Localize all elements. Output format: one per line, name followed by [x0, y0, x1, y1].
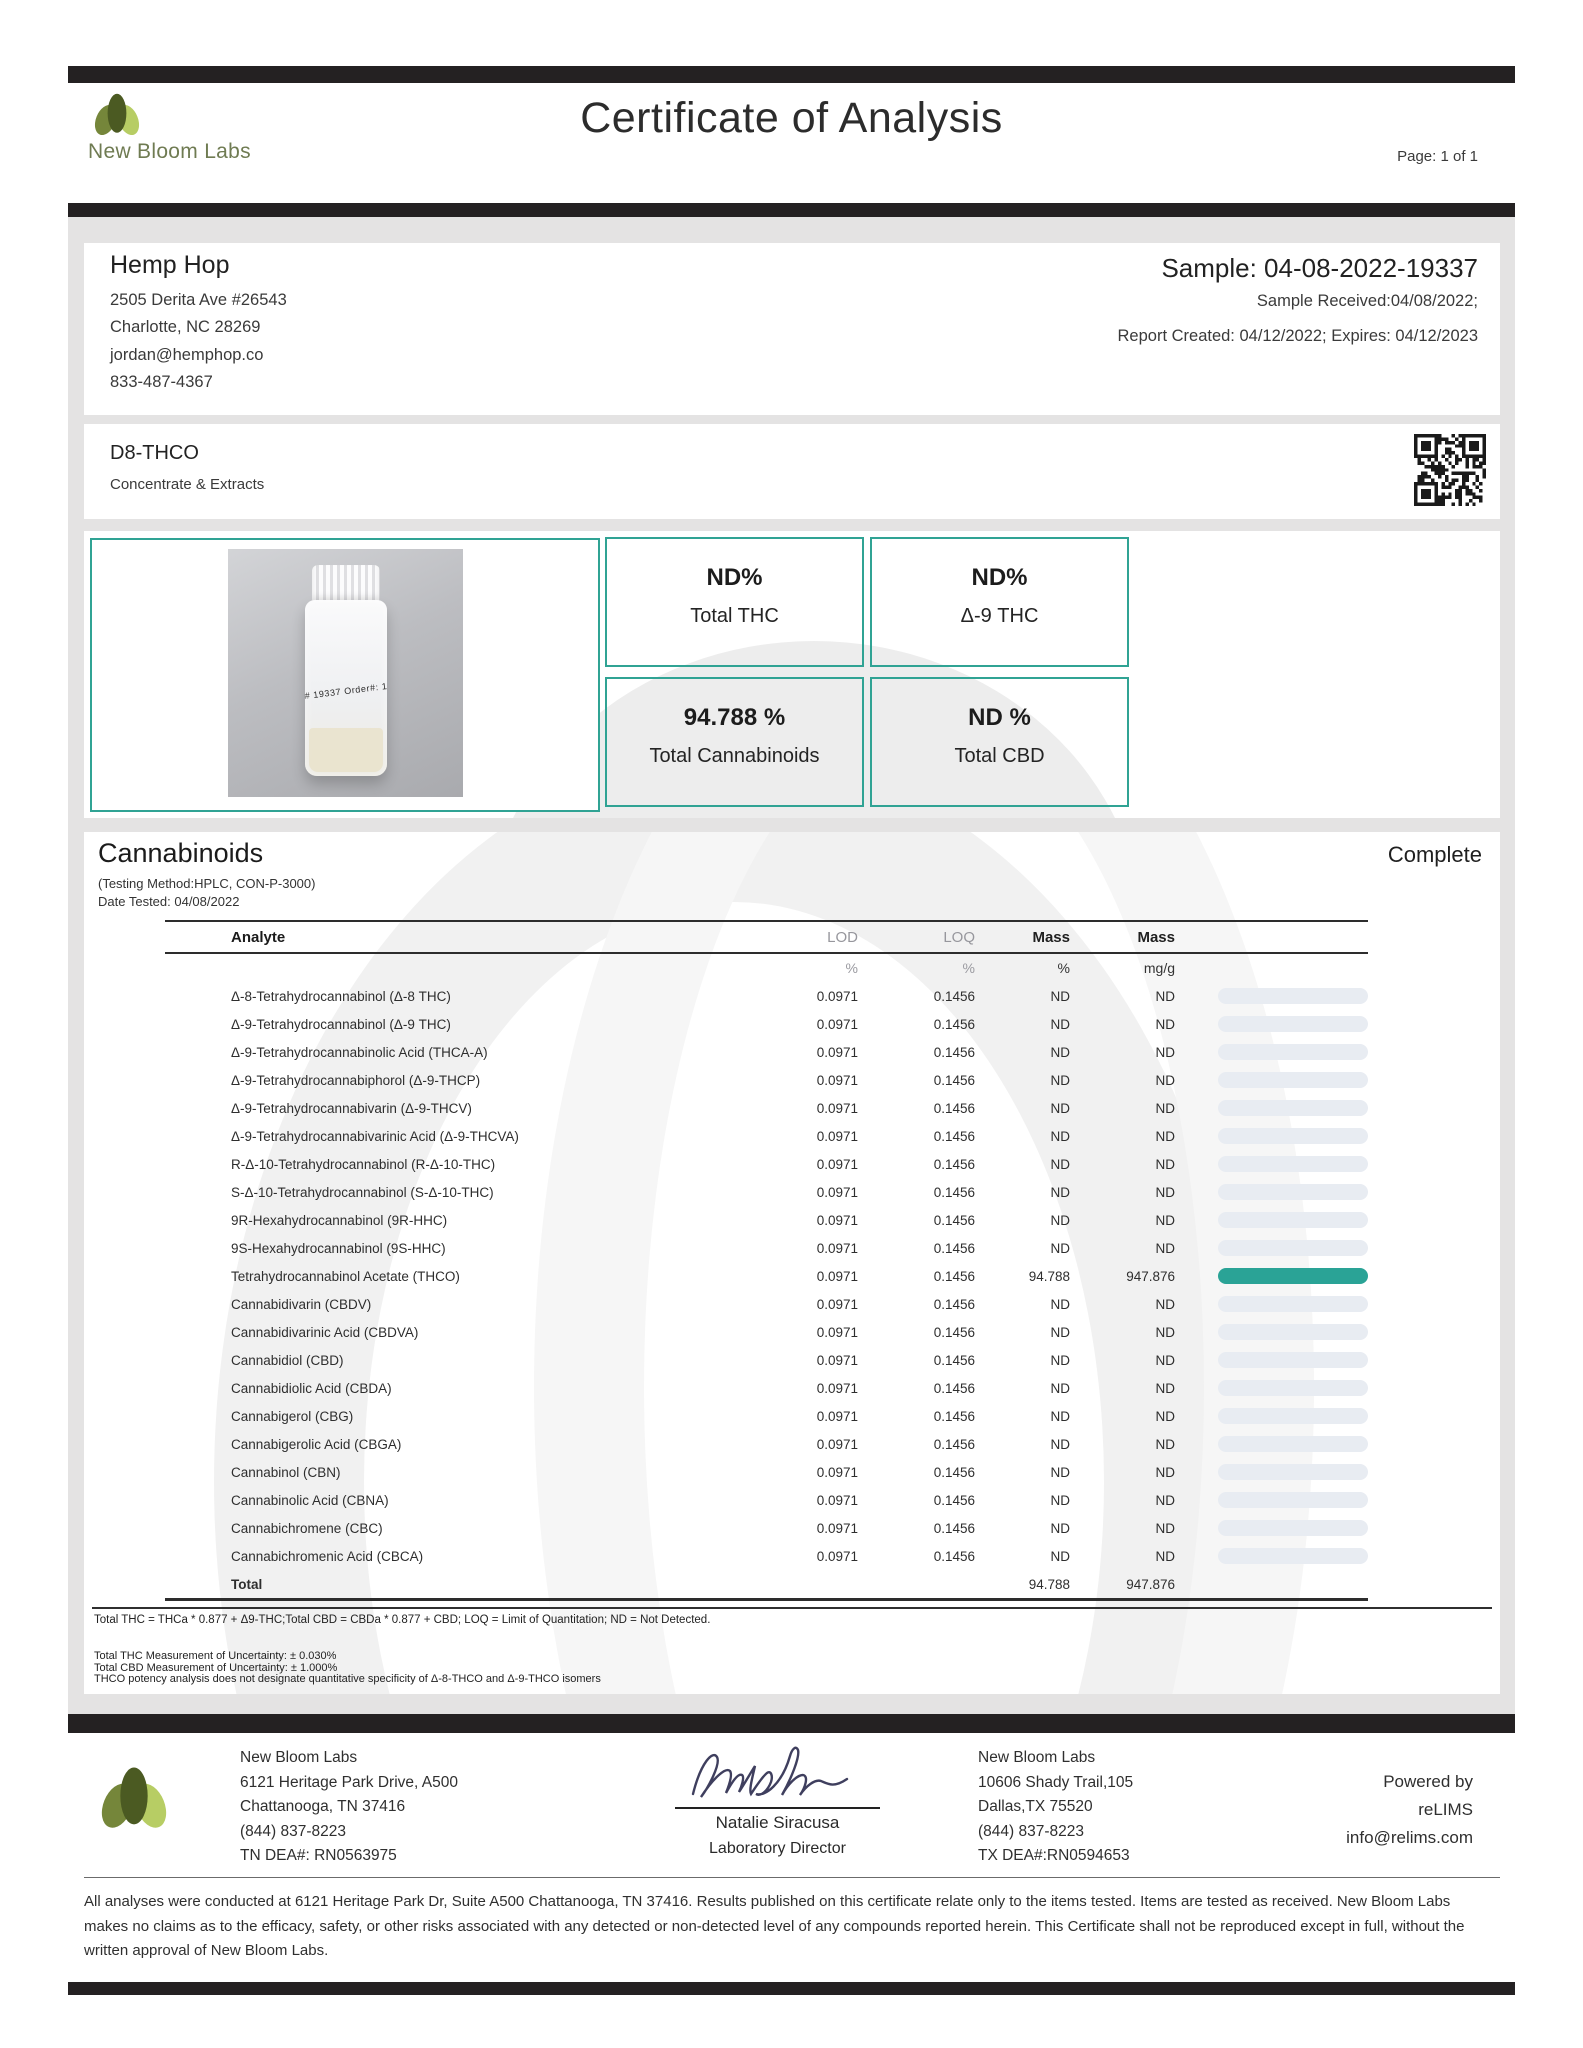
page-number: Page: 1 of 1 — [1397, 148, 1478, 165]
mass-mgg-value: ND — [1155, 1492, 1175, 1508]
mass-bar-nd — [1218, 1380, 1368, 1396]
loq-value: 0.1456 — [933, 1240, 975, 1256]
customer-address-line: 2505 Derita Ave #26543 — [110, 291, 287, 309]
loq-value: 0.1456 — [933, 1324, 975, 1340]
lod-value: 0.0971 — [816, 1016, 858, 1032]
loq-value: 0.1456 — [933, 1184, 975, 1200]
customer-address — [110, 287, 287, 396]
table-row — [165, 982, 1368, 1010]
mass-mgg-value: ND — [1155, 1016, 1175, 1032]
mass-mgg-value: ND — [1155, 1072, 1175, 1088]
mass-bar-nd — [1218, 1156, 1368, 1172]
signature-image — [685, 1795, 870, 1812]
customer-email: jordan@hemphop.co — [110, 345, 264, 364]
lod-value: 0.0971 — [816, 1436, 858, 1452]
lod-value: 0.0971 — [816, 1100, 858, 1116]
bottle-liquid — [309, 728, 383, 772]
mass-bar-nd — [1218, 1296, 1368, 1312]
mass-pct-value: ND — [1050, 1016, 1070, 1032]
mass-bar-nd — [1218, 1464, 1368, 1480]
sample-received-date: Sample Received:04/08/2022; — [1256, 292, 1478, 310]
table-row — [165, 1234, 1368, 1262]
mass-mgg-value: ND — [1155, 1436, 1175, 1452]
mass-bar-nd — [1218, 1044, 1368, 1060]
table-row — [165, 1486, 1368, 1514]
table-row — [165, 1178, 1368, 1206]
mass-bar-nd — [1218, 1408, 1368, 1424]
mass-pct-value: ND — [1050, 1408, 1070, 1424]
mass-pct-value: ND — [1050, 1240, 1070, 1256]
mass-bar-nd — [1218, 988, 1368, 1004]
mass-mgg-value: ND — [1155, 1324, 1175, 1340]
mass-bar-nd — [1218, 1184, 1368, 1200]
summary-label: Δ-9 THC — [960, 605, 1039, 627]
qr-code — [1414, 434, 1486, 506]
mass-mgg-value: ND — [1155, 1548, 1175, 1564]
loq-value: 0.1456 — [933, 1520, 975, 1536]
table-row — [165, 1542, 1368, 1570]
lod-value: 0.0971 — [816, 1212, 858, 1228]
loq-value: 0.1456 — [933, 1464, 975, 1480]
loq-value: 0.1456 — [933, 1548, 975, 1564]
analyte-name: Cannabigerolic Acid (CBGA) — [231, 1436, 402, 1452]
bottle-label-text: # 19337 Order#: 1 — [303, 680, 388, 702]
table-row — [165, 1066, 1368, 1094]
loq-value: 0.1456 — [933, 1044, 975, 1060]
lod-value: 0.0971 — [816, 988, 858, 1004]
mass-bar-nd — [1218, 1212, 1368, 1228]
footer-divider-bar — [68, 1714, 1515, 1733]
mass-pct-value: ND — [1050, 1464, 1070, 1480]
footer-lab-phone: (844) 837-8223 — [240, 1822, 346, 1840]
relims-name: reLIMS — [1418, 1800, 1473, 1819]
report-dates: Report Created: 04/12/2022; Expires: 04/12/2023 — [1117, 327, 1478, 345]
footer-lab-address: 6121 Heritage Park Drive, A500 — [240, 1773, 458, 1791]
mass-pct-value: ND — [1050, 1184, 1070, 1200]
mass-mgg-value: ND — [1155, 1408, 1175, 1424]
analyte-name: Cannabidiol (CBD) — [231, 1352, 344, 1368]
top-divider-bar — [68, 66, 1515, 83]
table-row — [165, 1514, 1368, 1542]
table-total-row — [165, 1570, 1368, 1601]
mass-mgg-value: ND — [1155, 1520, 1175, 1536]
loq-value: 0.1456 — [933, 1100, 975, 1116]
product-category: Concentrate & Extracts — [110, 476, 265, 493]
analyte-name: S-Δ-10-Tetrahydrocannabinol (S-Δ-10-THC) — [231, 1184, 494, 1200]
analyte-name: R-Δ-10-Tetrahydrocannabinol (R-Δ-10-THC) — [231, 1156, 496, 1172]
signatory-name: Natalie Siracusa — [715, 1813, 840, 1832]
footer-lab-address: 10606 Shady Trail,105 — [978, 1773, 1134, 1791]
section-title: Cannabinoids — [98, 838, 264, 868]
unit-mass-mgg: mg/g — [1143, 960, 1175, 976]
lod-value: 0.0971 — [816, 1128, 858, 1144]
footer-logo-icon — [92, 1762, 176, 1832]
customer-sample-card — [84, 243, 1500, 415]
mass-mgg-value: ND — [1155, 1464, 1175, 1480]
mass-bar-nd — [1218, 1492, 1368, 1508]
mass-mgg-value: ND — [1155, 1240, 1175, 1256]
note-line: Total CBD Measurement of Uncertainty: ± 1.000% — [94, 1661, 338, 1674]
mass-pct-value: ND — [1050, 1352, 1070, 1368]
table-row — [165, 1122, 1368, 1150]
mass-pct-value: 94.788 — [1028, 1268, 1070, 1284]
lod-value: 0.0971 — [816, 1268, 858, 1284]
loq-value: 0.1456 — [933, 1212, 975, 1228]
analyte-name: Cannabinolic Acid (CBNA) — [231, 1492, 389, 1508]
analyte-name: Δ-9-Tetrahydrocannabivarinic Acid (Δ-9-THCVA) — [231, 1128, 519, 1144]
analyte-name: Cannabigerol (CBG) — [231, 1408, 354, 1424]
summary-label: Total Cannabinoids — [649, 745, 820, 767]
table-row — [165, 1262, 1368, 1290]
mass-pct-value: ND — [1050, 1128, 1070, 1144]
loq-value: 0.1456 — [933, 1352, 975, 1368]
analyte-name: Cannabichromenic Acid (CBCA) — [231, 1548, 424, 1564]
powered-by-block — [1346, 1768, 1473, 1852]
analyte-name: Cannabichromene (CBC) — [231, 1520, 383, 1536]
analyte-name: Δ-8-Tetrahydrocannabinol (Δ-8 THC) — [231, 988, 451, 1004]
summary-label: Total THC — [690, 605, 779, 627]
lod-value: 0.0971 — [816, 1380, 858, 1396]
mass-pct-value: ND — [1050, 1212, 1070, 1228]
mass-mgg-value: ND — [1155, 1212, 1175, 1228]
mass-pct-value: ND — [1050, 1520, 1070, 1536]
lod-value: 0.0971 — [816, 1072, 858, 1088]
mass-pct-value: ND — [1050, 1436, 1070, 1452]
table-row — [165, 1010, 1368, 1038]
total-label: Total — [231, 1576, 263, 1592]
footer-lab-dea: TN DEA#: RN0563975 — [240, 1847, 397, 1864]
customer-phone: 833-487-4367 — [110, 372, 213, 391]
lod-value: 0.0971 — [816, 1492, 858, 1508]
footer-lab-address: Dallas,TX 75520 — [978, 1798, 1093, 1815]
cannabinoids-table — [165, 920, 1368, 1601]
lod-value: 0.0971 — [816, 1296, 858, 1312]
lod-value: 0.0971 — [816, 1408, 858, 1424]
table-row — [165, 1458, 1368, 1486]
customer-name: Hemp Hop — [110, 251, 230, 279]
lod-value: 0.0971 — [816, 1520, 858, 1536]
summary-box-d9-thc — [870, 537, 1129, 667]
lod-value: 0.0971 — [816, 1548, 858, 1564]
mass-bar-detected — [1218, 1268, 1368, 1284]
sample-bottle-image — [303, 565, 389, 776]
loq-value: 0.1456 — [933, 1492, 975, 1508]
summary-value: ND% — [706, 564, 763, 591]
unit-lod: % — [845, 960, 858, 976]
sample-id: Sample: 04-08-2022-19337 — [1161, 253, 1478, 283]
mass-bar-nd — [1218, 1128, 1368, 1144]
mass-mgg-value: ND — [1155, 1184, 1175, 1200]
mass-pct-value: ND — [1050, 1044, 1070, 1060]
unit-mass-pct: % — [1057, 960, 1070, 976]
lod-value: 0.0971 — [816, 1240, 858, 1256]
lod-value: 0.0971 — [816, 1352, 858, 1368]
footer-lab-tx — [978, 1746, 1133, 1869]
analyte-name: Δ-9-Tetrahydrocannabiphorol (Δ-9-THCP) — [231, 1072, 481, 1088]
table-row — [165, 1402, 1368, 1430]
mass-mgg-value: ND — [1155, 1044, 1175, 1060]
table-units-row — [165, 954, 1368, 982]
powered-by-label: Powered by — [1383, 1772, 1473, 1791]
uncertainty-notes — [94, 1651, 601, 1686]
lod-value: 0.0971 — [816, 1184, 858, 1200]
mass-mgg-value: ND — [1155, 1296, 1175, 1312]
total-mass-pct: 94.788 — [1028, 1576, 1070, 1592]
disclaimer-divider — [84, 1877, 1500, 1878]
summary-box-total-cbd — [870, 677, 1129, 807]
mass-mgg-value: ND — [1155, 1380, 1175, 1396]
mass-pct-value: ND — [1050, 988, 1070, 1004]
loq-value: 0.1456 — [933, 1268, 975, 1284]
bottle-cap — [312, 565, 380, 602]
mass-mgg-value: ND — [1155, 1100, 1175, 1116]
mass-bar-nd — [1218, 1548, 1368, 1564]
testing-method: (Testing Method:HPLC, CON-P-3000) — [98, 876, 316, 891]
loq-value: 0.1456 — [933, 1436, 975, 1452]
mass-pct-value: ND — [1050, 1492, 1070, 1508]
footer-lab-address: Chattanooga, TN 37416 — [240, 1798, 406, 1815]
mass-bar-nd — [1218, 1520, 1368, 1536]
table-row — [165, 1150, 1368, 1178]
summary-label: Total CBD — [954, 745, 1045, 767]
lab-name: New Bloom Labs — [88, 140, 251, 163]
mass-pct-value: ND — [1050, 1072, 1070, 1088]
column-header-analyte: Analyte — [231, 928, 286, 946]
table-row — [165, 1038, 1368, 1066]
sample-photo-frame — [90, 538, 600, 812]
mass-mgg-value: ND — [1155, 1156, 1175, 1172]
mass-bar-nd — [1218, 1240, 1368, 1256]
lod-value: 0.0971 — [816, 1464, 858, 1480]
table-row — [165, 1206, 1368, 1234]
summary-value: ND% — [971, 564, 1028, 591]
mass-bar-nd — [1218, 1324, 1368, 1340]
cannabinoid-rows — [165, 982, 1368, 1570]
loq-value: 0.1456 — [933, 1156, 975, 1172]
mass-pct-value: ND — [1050, 1296, 1070, 1312]
signatory-title: Laboratory Director — [709, 1840, 846, 1857]
column-header-lod: LOD — [827, 928, 858, 946]
mass-pct-value: ND — [1050, 1156, 1070, 1172]
total-mass-mgg: 947.876 — [1126, 1576, 1175, 1592]
note-line: THCO potency analysis does not designate quantitative specificity of Δ-8-THCO and Δ-9-THCO isomers — [94, 1673, 601, 1685]
disclaimer-text: All analyses were conducted at 6121 Heritage Park Dr, Suite A500 Chattanooga, TN 37416. Results published on this certificate relate only to the items tested. Items are tested as received. New Bloom Labs makes no claims as to the efficacy, safety, or other risks associated with any detected or non-detected level of any compounds reported herein. This Certificate shall not be reproduced except in full, without the written approval of New Bloom Labs. — [84, 1893, 1465, 1959]
footnote-divider — [92, 1607, 1492, 1609]
loq-value: 0.1456 — [933, 1408, 975, 1424]
mass-pct-value: ND — [1050, 1380, 1070, 1396]
analyte-name: 9R-Hexahydrocannabinol (9R-HHC) — [231, 1212, 448, 1228]
unit-loq: % — [962, 960, 975, 976]
analyte-name: Δ-9-Tetrahydrocannabinolic Acid (THCA-A) — [231, 1044, 488, 1060]
loq-value: 0.1456 — [933, 1016, 975, 1032]
mass-pct-value: ND — [1050, 1100, 1070, 1116]
mass-bar-nd — [1218, 1352, 1368, 1368]
bottle-body — [305, 600, 387, 776]
analyte-name: Tetrahydrocannabinol Acetate (THCO) — [231, 1268, 460, 1284]
mass-bar-nd — [1218, 1436, 1368, 1452]
mass-bar-nd — [1218, 1016, 1368, 1032]
mass-mgg-value: 947.876 — [1126, 1268, 1175, 1284]
footer-lab-phone: (844) 837-8223 — [978, 1822, 1084, 1840]
analyte-name: Cannabidiolic Acid (CBDA) — [231, 1380, 392, 1396]
table-row — [165, 1318, 1368, 1346]
mass-bar-nd — [1218, 1100, 1368, 1116]
column-header-loq: LOQ — [943, 928, 975, 946]
product-card — [84, 424, 1500, 519]
footer-lab-name: New Bloom Labs — [978, 1749, 1096, 1766]
analyte-name: Cannabidivarin (CBDV) — [231, 1296, 372, 1312]
summary-value: ND % — [968, 704, 1031, 731]
lod-value: 0.0971 — [816, 1156, 858, 1172]
mass-pct-value: ND — [1050, 1548, 1070, 1564]
table-row — [165, 1094, 1368, 1122]
table-row — [165, 1290, 1368, 1318]
summary-value: 94.788 % — [683, 704, 786, 731]
mass-mgg-value: ND — [1155, 988, 1175, 1004]
loq-value: 0.1456 — [933, 1380, 975, 1396]
signature-block — [655, 1744, 900, 1858]
analyte-name: Cannabinol (CBN) — [231, 1464, 341, 1480]
results-summary-card — [84, 531, 1500, 818]
summary-box-total-cannabinoids — [605, 677, 864, 807]
table-header-row — [165, 920, 1368, 954]
summary-box-total-thc — [605, 537, 864, 667]
mass-mgg-value: ND — [1155, 1128, 1175, 1144]
footer-lab-tn — [240, 1746, 458, 1869]
mass-pct-value: ND — [1050, 1324, 1070, 1340]
analyte-name: 9S-Hexahydrocannabinol (9S-HHC) — [231, 1240, 446, 1256]
calculation-footnote: Total THC = THCa * 0.877 + Δ9-THC;Total CBD = CBDa * 0.877 + CBD; LOQ = Limit of Quantitation; ND = Not Detected. — [94, 1614, 711, 1626]
table-row — [165, 1430, 1368, 1458]
sample-photo — [228, 549, 463, 797]
product-name: D8-THCO — [110, 442, 199, 464]
footer-lab-dea: TX DEA#:RN0594653 — [978, 1847, 1130, 1864]
mass-mgg-value: ND — [1155, 1352, 1175, 1368]
table-row — [165, 1374, 1368, 1402]
lod-value: 0.0971 — [816, 1044, 858, 1060]
loq-value: 0.1456 — [933, 988, 975, 1004]
section-status: Complete — [1387, 842, 1482, 867]
bottom-bar — [68, 1982, 1515, 1995]
loq-value: 0.1456 — [933, 1072, 975, 1088]
analyte-name: Δ-9-Tetrahydrocannabivarin (Δ-9-THCV) — [231, 1100, 472, 1116]
customer-address-line: Charlotte, NC 28269 — [110, 318, 261, 337]
loq-value: 0.1456 — [933, 1128, 975, 1144]
note-line: Total THC Measurement of Uncertainty: ± 0.030% — [94, 1650, 337, 1662]
lod-value: 0.0971 — [816, 1324, 858, 1340]
column-header-mass-mgg: Mass — [1137, 928, 1175, 946]
cannabinoids-card — [84, 832, 1500, 1694]
header-divider-bar — [68, 203, 1515, 217]
document-title: Certificate of Analysis — [580, 94, 1003, 142]
footer-lab-name: New Bloom Labs — [240, 1749, 358, 1766]
analyte-name: Cannabidivarinic Acid (CBDVA) — [231, 1324, 419, 1340]
table-row — [165, 1346, 1368, 1374]
loq-value: 0.1456 — [933, 1296, 975, 1312]
analyte-name: Δ-9-Tetrahydrocannabinol (Δ-9 THC) — [231, 1016, 451, 1032]
date-tested: Date Tested: 04/08/2022 — [98, 894, 240, 909]
relims-email: info@relims.com — [1346, 1828, 1473, 1847]
mass-bar-nd — [1218, 1072, 1368, 1088]
column-header-mass-pct: Mass — [1032, 928, 1070, 946]
